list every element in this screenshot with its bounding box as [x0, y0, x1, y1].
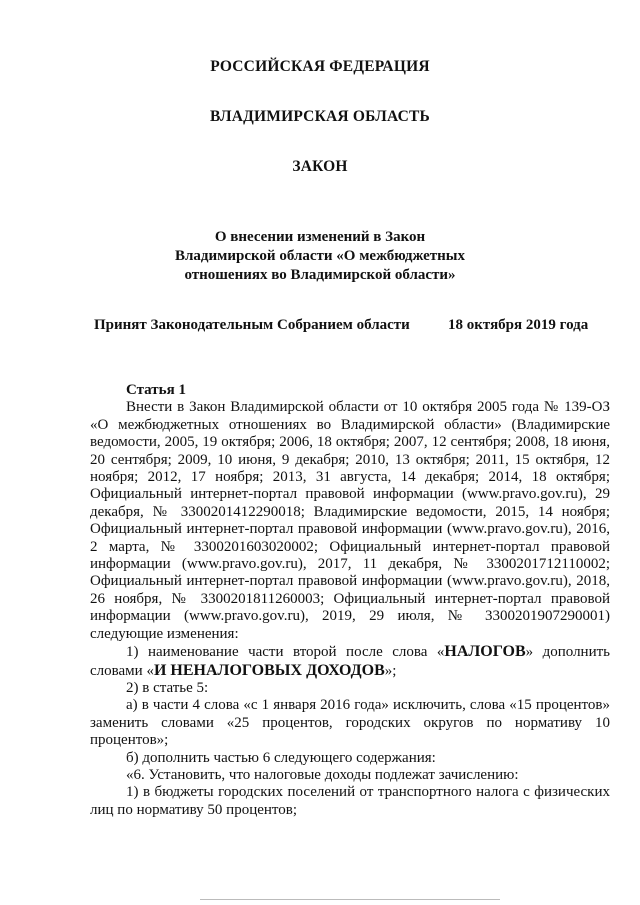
header-country: РОССИЙСКАЯ ФЕДЕРАЦИЯ — [210, 58, 430, 75]
law-title-line: отношениях во Владимирской области» — [184, 267, 456, 283]
amendment-item-2b: б) дополнить частью 6 следующего содержания: — [126, 749, 436, 766]
adopted-label: Принят Законодательным Собранием области — [94, 317, 410, 333]
amendment-text: »; — [384, 662, 397, 679]
adopted-date: 18 октября 2019 года — [448, 317, 589, 333]
law-title-line: Владимирской области «О межбюджетных — [174, 248, 466, 264]
amendment-bold-word: И НЕНАЛОГОВЫХ ДОХОДОВ — [153, 661, 385, 679]
header-region: ВЛАДИМИРСКАЯ ОБЛАСТЬ — [210, 108, 430, 125]
article-body — [90, 382, 610, 819]
amendment-item-2a: а) в части 4 слова «с 1 января 2016 года» исключить, слова «15 процентов» заменить словами «25 процентов, городских округов по нормативу 10 процентов»; — [90, 697, 610, 749]
header-doc-type: ЗАКОН — [292, 158, 348, 175]
law-title — [150, 228, 490, 285]
scan-edge-line — [200, 899, 500, 900]
quoted-part-6: «6. Установить, что налоговые доходы подлежат зачислению: — [126, 766, 519, 783]
article-title: Статья 1 — [126, 382, 186, 398]
law-title-line: О внесении изменений в Закон — [214, 229, 426, 245]
amendment-bold-word: НАЛОГОВ — [444, 643, 526, 661]
article-intro: Внести в Закон Владимирской области от 10 октября 2005 года № 139-ОЗ «О межбюджетных отношениях во Владимирской области» (Владимирские ведомости, 2005, 19 октября; 2006, 18 октября; 2007, 12 сентября; 2008, 18 июня, 20 сентября; 2009, 10 июня, 9 декабря; 2010, 13 октября; 2011, 15 октября, 12 ноября; 2012, 17 ноября; 2013, 31 августа, 14 декабря; 2014, 18 октября; Официальный интернет-портал правовой информации (www.pravo.gov.ru), 29 декабря, № 3300201412290018; Владимирские ведомости, 2015, 14 ноября; Официальный интернет-портал правовой информации (www.pravo.gov.ru), 2016, 2 марта, № 3300201603020002; Официальный интернет-портал правовой информации (www.pravo.gov.ru), 2017, 11 декабря, № 3300201712110002; Официальный интернет-портал правовой информации (www.pravo.gov.ru), 2018, 26 ноября, № 3300201811260003; Официальный интернет-портал правовой информации (www.pravo.gov.ru), 2019, 29 июля, № 3300201907290001) следующие изменения: — [90, 399, 610, 642]
amendment-text: » дополнить словами « — [90, 644, 611, 679]
amendment-item-2: 2) в статье 5: — [126, 679, 209, 696]
quoted-item-1: 1) в бюджеты городских поселений от транспортного налога с физических лиц по нормативу 50 процентов; — [90, 784, 610, 818]
amendment-item-1 — [90, 643, 610, 680]
amendment-text: 1) наименование части второй после слова « — [126, 644, 445, 661]
